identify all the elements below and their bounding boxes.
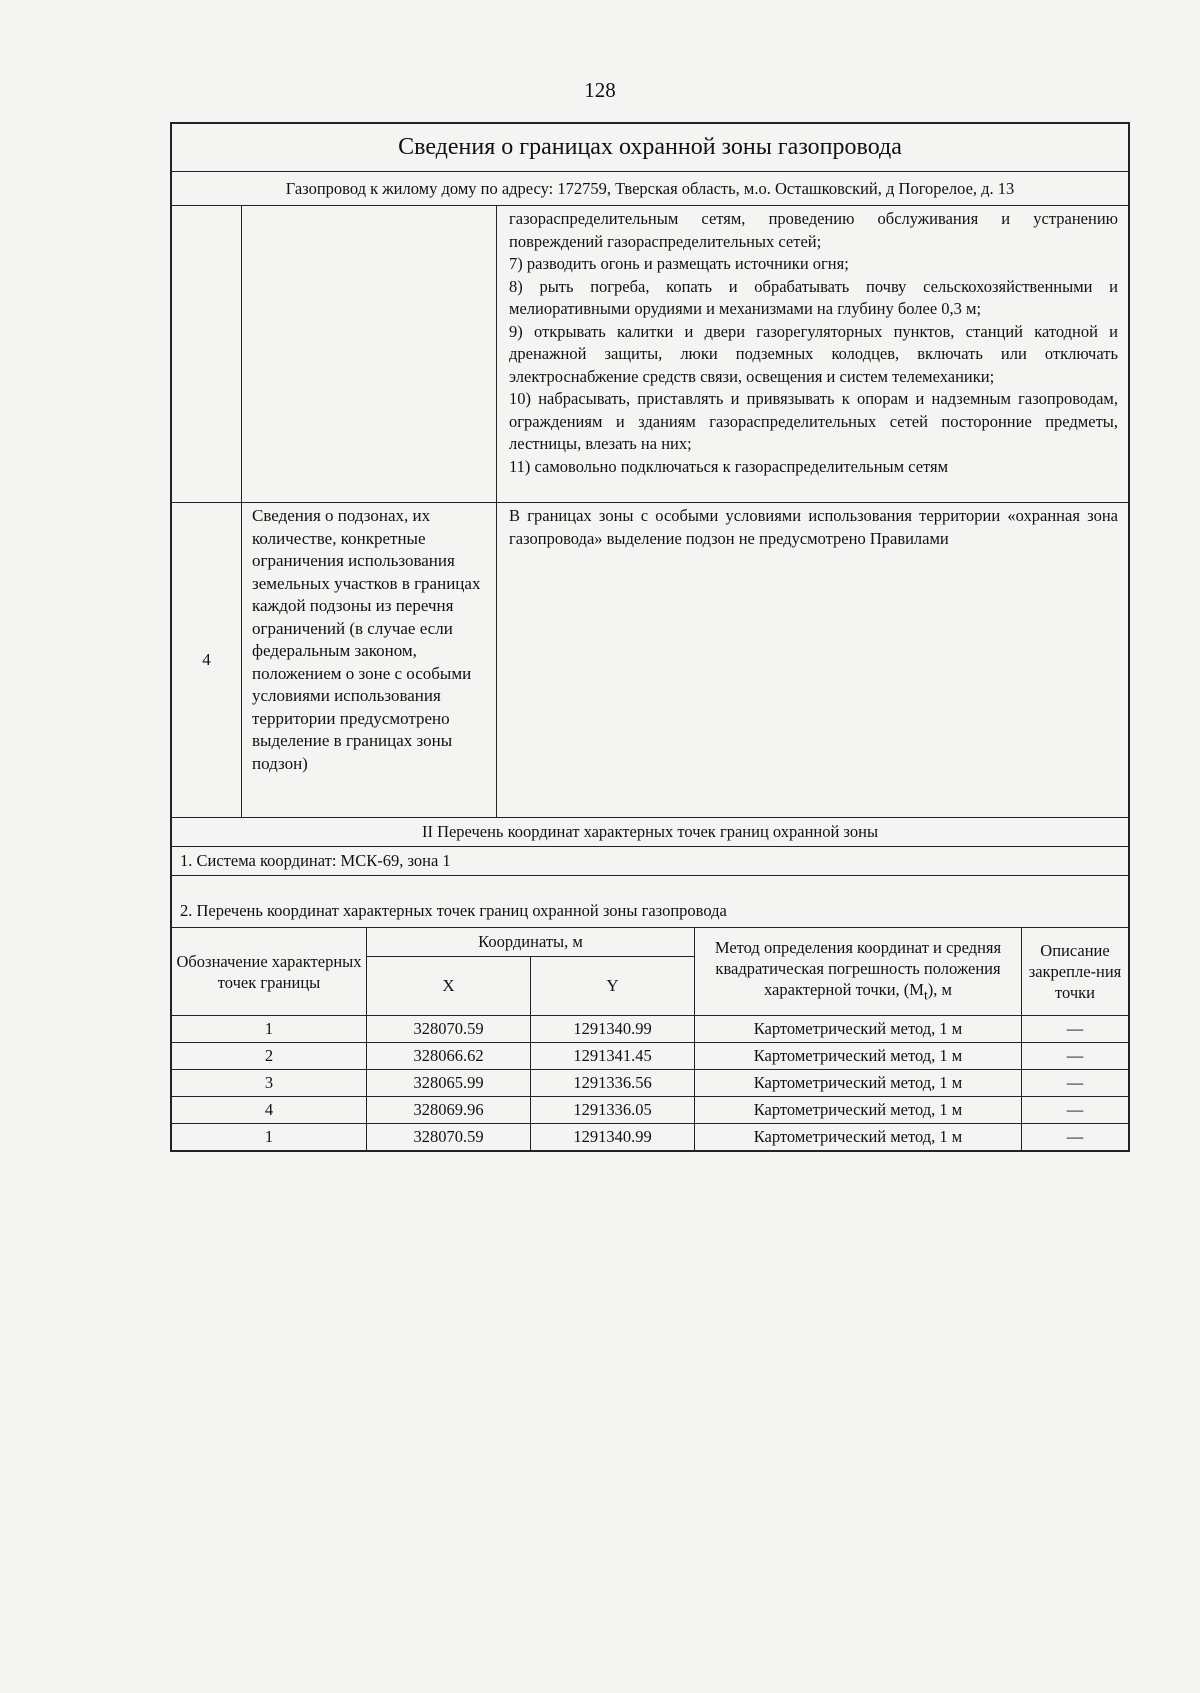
subzone-value-cell [497, 503, 1128, 817]
table-row [172, 1070, 1128, 1097]
restriction-item: 8) рыть погреба, копать и обрабатывать почву сельскохозяйственными и мелиоративными орудиями и механизмами на глубину более 0,3 м; [509, 276, 1118, 318]
point-designation: 1 [172, 1124, 367, 1151]
header-y: Y [531, 957, 695, 1016]
method-cell: Картометрический метод, 1 м [695, 1016, 1022, 1043]
point-designation: 1 [172, 1016, 367, 1043]
description-cell: — [1022, 1043, 1129, 1070]
table-row [172, 1124, 1128, 1151]
x-coordinate: 328065.99 [367, 1070, 531, 1097]
x-coordinate: 328070.59 [367, 1016, 531, 1043]
restriction-item: 11) самовольно подключаться к газораспределительным сетям [509, 456, 949, 476]
coordinates-table [172, 928, 1128, 1150]
restrictions-row [172, 206, 1128, 503]
y-coordinate: 1291340.99 [531, 1124, 695, 1151]
point-designation: 2 [172, 1043, 367, 1070]
y-coordinate: 1291336.56 [531, 1070, 695, 1097]
table-row [172, 1097, 1128, 1124]
restriction-item: 7) разводить огонь и размещать источники огня; [509, 254, 849, 273]
x-coordinate: 328070.59 [367, 1124, 531, 1151]
x-coordinate: 328066.62 [367, 1043, 531, 1070]
description-cell: — [1022, 1097, 1129, 1124]
section-2-title: II Перечень координат характерных точек границ охранной зоны [172, 818, 1128, 847]
header-method-subscript: t [923, 987, 928, 1003]
description-cell: — [1022, 1070, 1129, 1097]
point-designation: 4 [172, 1097, 367, 1124]
restriction-item: 10) набрасывать, приставлять и привязывать к опорам и надземным газопроводам, ограждениям и зданиям газораспределительных сетей посторонние предметы, лестницы, влезать на них; [509, 389, 1118, 453]
coordinate-system: 1. Система координат: МСК-69, зона 1 [172, 847, 1128, 876]
x-coordinate: 328069.96 [367, 1097, 531, 1124]
description-cell: — [1022, 1016, 1129, 1043]
restrictions-number-cell [172, 206, 242, 502]
points-list-title: 2. Перечень координат характерных точек границ охранной зоны газопровода [172, 876, 1128, 928]
header-method-text: Метод определения координат и средняя квадратическая погрешность положения характерной точки, (M [714, 938, 1002, 1000]
subzone-label: Сведения о подзонах, их количестве, конкретные ограничения использования земельных участков в границах каждой подзоны из перечня ограничений (в случае если федеральным законом, положением о зоне с особыми условиями использования территории предусмотрено выделение в границах зоны подзон) [242, 503, 497, 817]
method-cell: Картометрический метод, 1 м [695, 1124, 1022, 1151]
header-designation: Обозначение характерных точек границы [172, 928, 367, 1016]
restrictions-label-cell [242, 206, 497, 502]
restrictions-text-cell [497, 206, 1128, 502]
coordinates-table-body [172, 1016, 1128, 1151]
point-designation: 3 [172, 1070, 367, 1097]
restriction-item: 9) открывать калитки и двери газорегуляторных пунктов, станций катодной и дренажной защиты, люки подземных колодцев, включать или отключать электроснабжение средств связи, освещения и систем телемеханики; [509, 321, 1118, 386]
header-method [695, 928, 1022, 1016]
restriction-item: газораспределительным сетям, проведению обслуживания и устранению повреждений газораспределительных сетей; [509, 209, 1118, 251]
method-cell: Картометрический метод, 1 м [695, 1097, 1022, 1124]
header-x: X [367, 957, 531, 1016]
document-subtitle: Газопровод к жилому дому по адресу: 172759, Тверская область, м.о. Осташковский, д Погорелое, д. 13 [172, 172, 1128, 206]
method-cell: Картометрический метод, 1 м [695, 1043, 1022, 1070]
coordinates-table-wrap [172, 928, 1128, 1150]
document-title: Сведения о границах охранной зоны газопровода [172, 124, 1128, 172]
subzone-number: 4 [172, 503, 242, 817]
header-coordinates: Координаты, м [367, 928, 695, 957]
y-coordinate: 1291336.05 [531, 1097, 695, 1124]
zone-info-table [170, 122, 1130, 1152]
table-row [172, 1016, 1128, 1043]
table-row [172, 1043, 1128, 1070]
description-cell: — [1022, 1124, 1129, 1151]
subzone-row [172, 503, 1128, 818]
y-coordinate: 1291341.45 [531, 1043, 695, 1070]
method-cell: Картометрический метод, 1 м [695, 1070, 1022, 1097]
header-method-unit: ), м [927, 980, 952, 1000]
subzone-value: В границах зоны с особыми условиями использования территории «охранная зона газопровода» выделение подзон не предусмотрено Правилами [509, 506, 1118, 548]
page-number: 128 [584, 78, 616, 102]
y-coordinate: 1291340.99 [531, 1016, 695, 1043]
header-description: Описание закрепле-ния точки [1022, 928, 1129, 1016]
